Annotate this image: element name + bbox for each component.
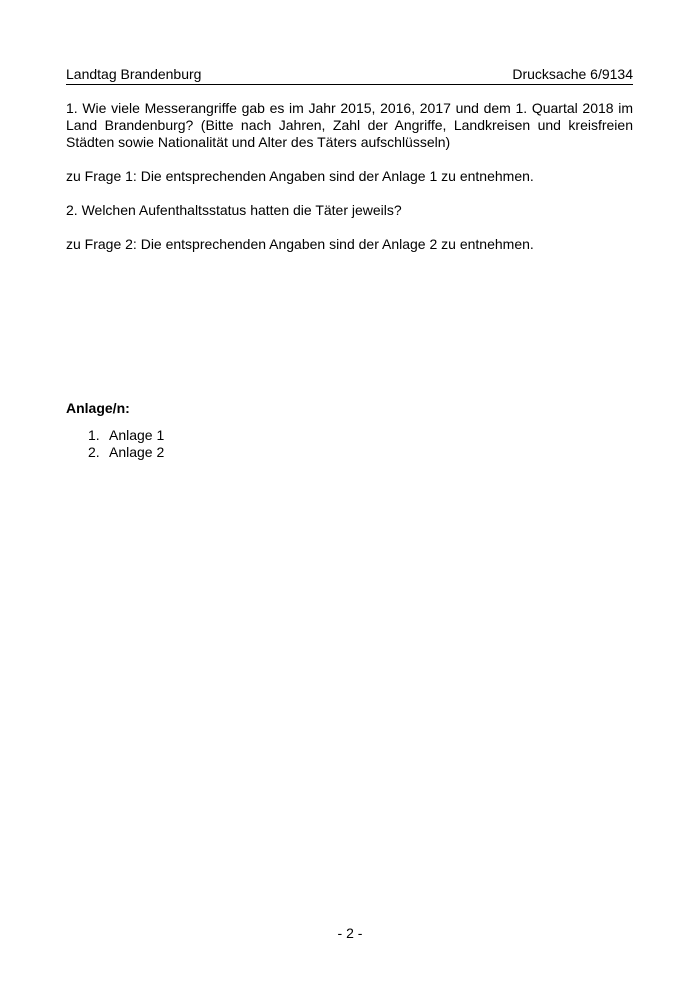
- question-1: [66, 100, 633, 151]
- answer-1: zu Frage 1: Die entsprechenden Angaben sind der Anlage 1 zu entnehmen.: [66, 168, 534, 184]
- main-content: [66, 100, 633, 270]
- question-2: 2. Welchen Aufenthaltsstatus hatten die Täter jeweils?: [66, 202, 402, 218]
- question-1-line-3: Städten sowie Nationalität und Alter des Täters aufschlüsseln): [66, 134, 451, 150]
- page-number: - 2 -: [337, 925, 363, 941]
- list-item: [88, 444, 164, 461]
- header-document-number: Drucksache 6/9134: [512, 66, 633, 82]
- attachments-list: [88, 427, 164, 461]
- list-item-label: Anlage 1: [109, 427, 165, 443]
- answer-2: zu Frage 2: Die entsprechenden Angaben sind der Anlage 2 zu entnehmen.: [66, 236, 534, 252]
- question-1-line-2: Land Brandenburg? (Bitte nach Jahren, Zahl der Angriffe, Landkreisen und kreisfreien: [66, 117, 633, 133]
- list-item-number: 2.: [88, 444, 100, 460]
- header-parliament-name: Landtag Brandenburg: [66, 66, 202, 82]
- list-item-label: Anlage 2: [109, 444, 165, 460]
- page-header: [66, 66, 633, 85]
- question-1-line-1: 1. Wie viele Messerangriffe gab es im Jahr 2015, 2016, 2017 und dem 1. Quartal 2018 im: [66, 100, 633, 116]
- attachments-heading: Anlage/n:: [66, 400, 130, 416]
- list-item: [88, 427, 164, 444]
- list-item-number: 1.: [88, 427, 100, 443]
